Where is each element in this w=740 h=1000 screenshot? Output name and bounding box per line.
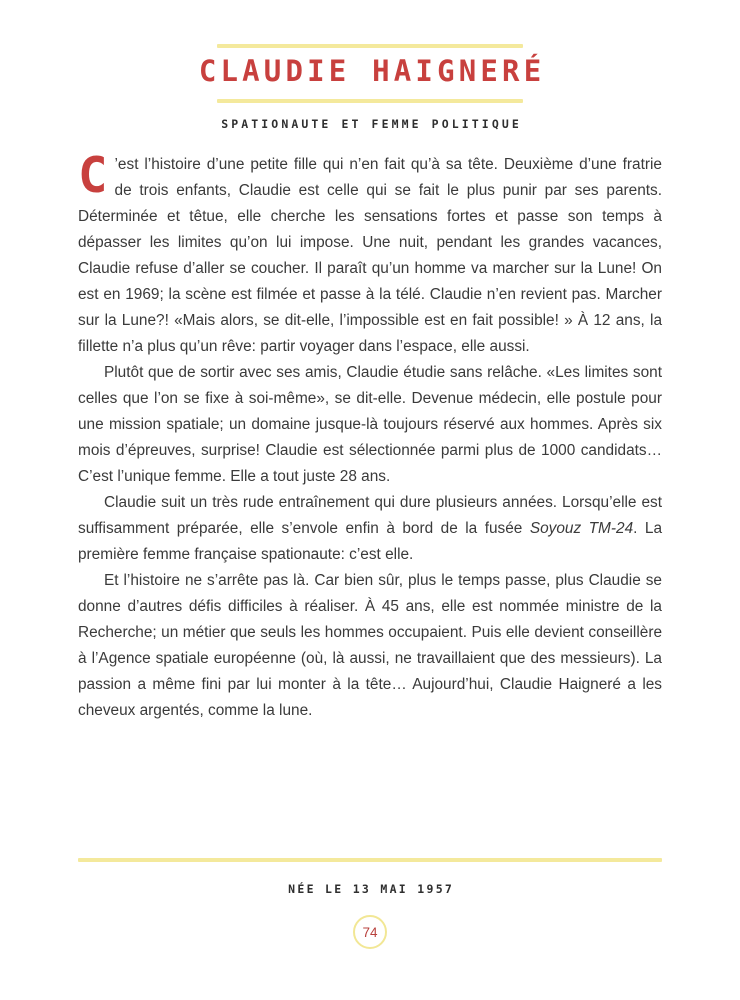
paragraph-4 — [78, 568, 662, 724]
paragraph-3-text-after: . La première femme française spationaute: c’est elle. — [78, 520, 663, 563]
paragraph-3-text-before: Claudie suit un très rude entraînement qui dure plusieurs années. Lorsqu’elle est suffisamment préparée, elle s’envole enfin à bord de la fusée — [78, 494, 662, 537]
footer-rule — [78, 858, 662, 862]
paragraph-2 — [78, 360, 662, 490]
article-body — [78, 147, 663, 724]
page-number-badge: 74 — [353, 915, 387, 949]
paragraph-1 — [78, 147, 662, 360]
birth-date-line: NÉE LE 13 MAI 1957 — [288, 882, 455, 896]
page-title: CLAUDIE HAIGNERÉ — [198, 54, 546, 88]
title-rule-bottom — [217, 99, 523, 103]
paragraph-1-text: ’est l’histoire d’une petite fille qui n’en fait qu’à sa tête. Deuxième d’une fratrie de trois enfants, Claudie est celle qui se fait le plus punir par ses parents. Déterminée et têtue, elle cherche les sensations fortes et passe son temps à dépasser les limites qu’on lui impose. Une nuit, pendant les grandes vacances, Claudie refuse d’aller se coucher. Il paraît qu’un homme va marcher sur la Lune! On est en 1969; la scène est filmée et passe à la télé. Claudie n’en revient pas. Marcher sur la Lune?! «Mais alors, se dit-elle, l’impossible est en fait possible! » À 12 ans, la fillette n’a plus qu’un rêve: partir voyager dans l’espace, elle aussi. — [78, 156, 662, 355]
page-subtitle: SPATIONAUTE ET FEMME POLITIQUE — [221, 117, 522, 131]
page-number-wrap — [78, 915, 662, 949]
article-footer — [78, 858, 662, 949]
paragraph-2-text: Plutôt que de sortir avec ses amis, Claudie étudie sans relâche. «Les limites sont celles que l’on se fixe à soi-même», se dit-elle. Devenue médecin, elle postule pour une mission spatiale; un domaine jusque-là toujours réservé aux hommes. Après six mois d’épreuves, surprise! Claudie est sélectionnée parmi plus de 1000 candidats… C’est l’unique femme. Elle a tout juste 28 ans. — [78, 364, 662, 485]
paragraph-4-text: Et l’histoire ne s’arrête pas là. Car bien sûr, plus le temps passe, plus Claudie se donne d’autres défis difficiles à réaliser. À 45 ans, elle est nommée ministre de la Recherche; un métier que seuls les hommes occupaient. Puis elle devient conseillère à l’Agence spatiale européenne (où, là aussi, ne travaillaient que des messieurs). La passion a même fini par lui monter à la tête… Aujourd’hui, Claudie Haigneré a les cheveux argentés, comme la lune. — [78, 572, 662, 719]
paragraph-3 — [78, 490, 662, 568]
drop-cap: C — [78, 147, 108, 204]
article-header — [0, 44, 740, 131]
mission-name: Soyouz TM-24 — [529, 520, 634, 537]
